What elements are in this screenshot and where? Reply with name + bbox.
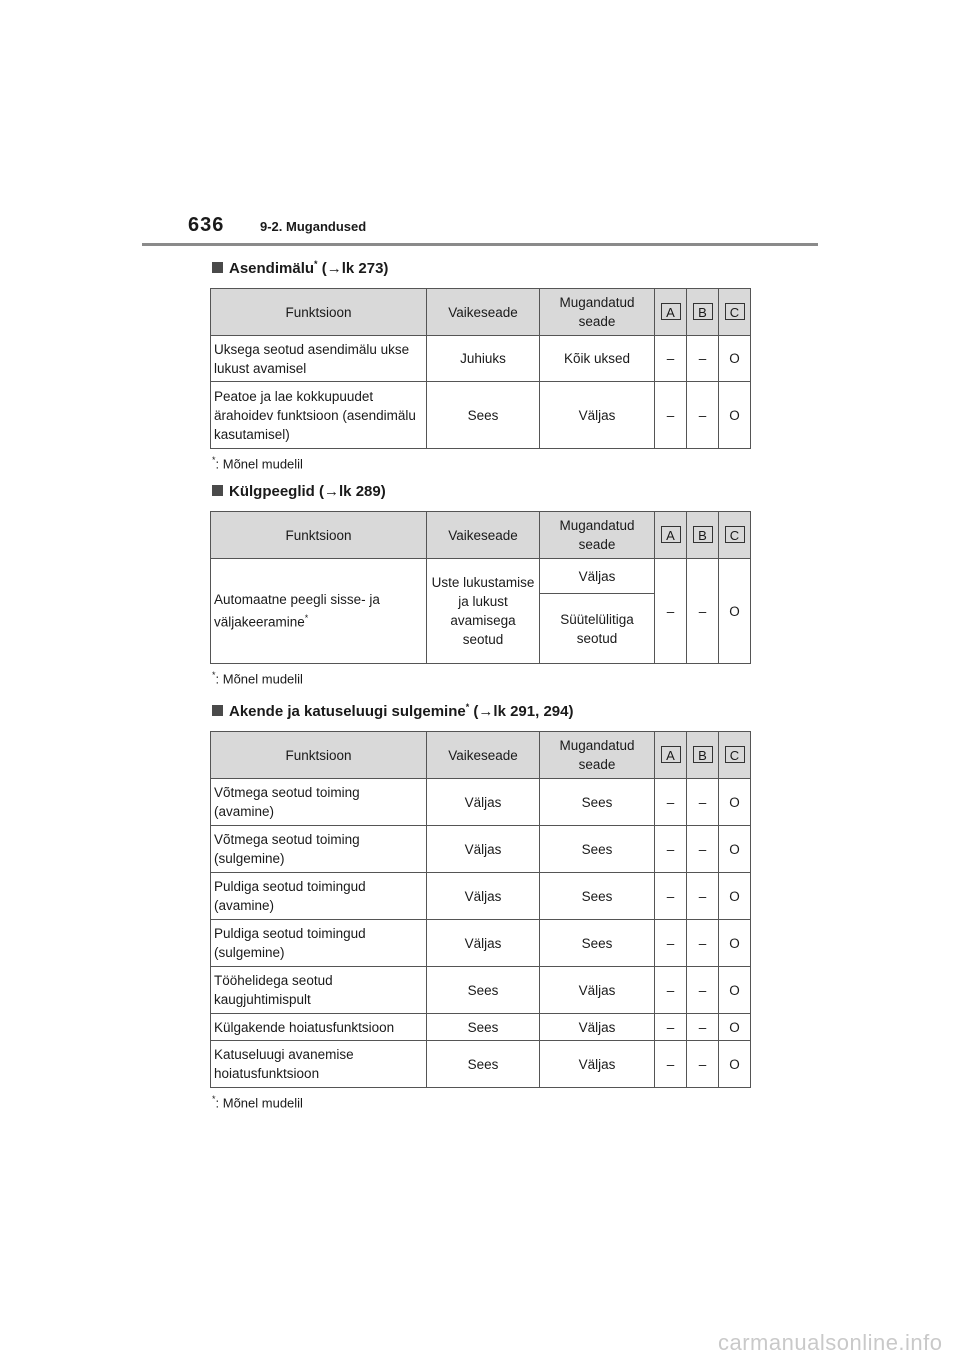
cell-c: O: [719, 779, 751, 826]
cell-func: Võtmega seotud toiming (sulgemine): [211, 826, 427, 873]
watermark-logo: carmanualsonline.info: [718, 1330, 943, 1355]
cell-default: Sees: [427, 382, 540, 449]
akende-table: [210, 731, 751, 1088]
cell-custom: Väljas: [540, 1014, 655, 1041]
cell-a: –: [655, 1014, 687, 1041]
table-row: [211, 559, 751, 594]
cell-c: O: [719, 559, 751, 664]
cell-a: –: [655, 382, 687, 449]
table-header-row: [211, 732, 751, 779]
cell-custom-option-2: Süütelülitiga seotud: [540, 594, 655, 664]
cell-c: O: [719, 1014, 751, 1041]
column-header-custom: Mugandatud seade: [540, 732, 655, 779]
kulgpeeglid-table: [210, 511, 751, 664]
table-row: [211, 779, 751, 826]
cell-b: –: [687, 779, 719, 826]
column-header-b: B: [687, 732, 719, 779]
column-header-b: B: [687, 289, 719, 336]
footnote: *: Mõnel mudelil: [212, 455, 303, 472]
cell-func: Peatoe ja lae kokkupuudet ärahoidev funktsioon (asendimälu kasutamisel): [211, 382, 427, 449]
cell-default: Väljas: [427, 873, 540, 920]
table-row: [211, 1041, 751, 1088]
cell-func: Puldiga seotud toimingud (avamine): [211, 873, 427, 920]
asendimalu-table: [210, 288, 751, 449]
cell-custom: Sees: [540, 920, 655, 967]
section-title-asendimalu: Asendimälu* (→lk 273): [212, 259, 388, 277]
cell-custom: Sees: [540, 826, 655, 873]
cell-b: –: [687, 382, 719, 449]
table-row: [211, 826, 751, 873]
cell-c: O: [719, 826, 751, 873]
cell-default: Sees: [427, 967, 540, 1014]
section-page-ref: (→lk 291, 294): [473, 703, 574, 720]
cell-custom: Väljas: [540, 382, 655, 449]
page-number: 636: [188, 214, 225, 236]
cell-default: Sees: [427, 1014, 540, 1041]
section-title-akende: Akende ja katuseluugi sulgemine* (→lk 291, 294): [212, 702, 573, 720]
cell-b: –: [687, 920, 719, 967]
cell-func: Automaatne peegli sisse- ja väljakeeramine*: [211, 559, 427, 664]
column-header-custom: Mugandatud seade: [540, 289, 655, 336]
cell-default: Sees: [427, 1041, 540, 1088]
column-header-default: Vaikeseade: [427, 512, 540, 559]
cell-a: –: [655, 920, 687, 967]
section-title-text: Akende ja katuseluugi sulgemine: [229, 703, 466, 720]
cell-default: Väljas: [427, 920, 540, 967]
cell-default: Uste lukustamise ja lukust avamisega seotud: [427, 559, 540, 664]
cell-c: O: [719, 336, 751, 382]
cell-func: Võtmega seotud toiming (avamine): [211, 779, 427, 826]
cell-a: –: [655, 559, 687, 664]
table-row: [211, 967, 751, 1014]
cell-func: Külgakende hoiatusfunktsioon: [211, 1014, 427, 1041]
bullet-square-icon: [212, 485, 223, 496]
table-row: [211, 873, 751, 920]
cell-func: Katuseluugi avanemise hoiatusfunktsioon: [211, 1041, 427, 1088]
cell-b: –: [687, 336, 719, 382]
cell-custom: Kõik uksed: [540, 336, 655, 382]
footnote: *: Mõnel mudelil: [212, 1094, 303, 1111]
cell-func: Tööhelidega seotud kaugjuhtimispult: [211, 967, 427, 1014]
column-header-func: Funktsioon: [211, 512, 427, 559]
cell-custom: Sees: [540, 779, 655, 826]
column-header-func: Funktsioon: [211, 732, 427, 779]
cell-a: –: [655, 873, 687, 920]
column-header-c: C: [719, 289, 751, 336]
cell-a: –: [655, 967, 687, 1014]
cell-custom: Väljas: [540, 1041, 655, 1088]
column-header-a: A: [655, 512, 687, 559]
cell-custom: Sees: [540, 873, 655, 920]
cell-c: O: [719, 873, 751, 920]
cell-c: O: [719, 1041, 751, 1088]
cell-default: Väljas: [427, 826, 540, 873]
chapter-title: 9-2. Mugandused: [260, 219, 367, 234]
cell-a: –: [655, 826, 687, 873]
bullet-square-icon: [212, 262, 223, 273]
cell-func: Uksega seotud asendimälu ukse lukust avamisel: [211, 336, 427, 382]
cell-c: O: [719, 967, 751, 1014]
table-row: [211, 920, 751, 967]
section-title-text: Asendimälu: [229, 260, 315, 277]
table-row: [211, 382, 751, 449]
cell-custom-option-1: Väljas: [540, 559, 655, 594]
cell-a: –: [655, 336, 687, 382]
cell-default: Väljas: [427, 779, 540, 826]
cell-b: –: [687, 826, 719, 873]
cell-custom: Väljas: [540, 967, 655, 1014]
section-page-ref: (→lk 289): [319, 483, 386, 500]
footnote: *: Mõnel mudelil: [212, 670, 303, 687]
column-header-c: C: [719, 732, 751, 779]
column-header-a: A: [655, 289, 687, 336]
column-header-b: B: [687, 512, 719, 559]
cell-b: –: [687, 873, 719, 920]
cell-b: –: [687, 1041, 719, 1088]
cell-a: –: [655, 779, 687, 826]
cell-b: –: [687, 559, 719, 664]
cell-c: O: [719, 920, 751, 967]
column-header-a: A: [655, 732, 687, 779]
table-header-row: [211, 289, 751, 336]
bullet-square-icon: [212, 705, 223, 716]
table-header-row: [211, 512, 751, 559]
cell-a: –: [655, 1041, 687, 1088]
column-header-default: Vaikeseade: [427, 289, 540, 336]
cell-b: –: [687, 1014, 719, 1041]
table-row: [211, 336, 751, 382]
section-page-ref: (→lk 273): [321, 260, 389, 277]
column-header-c: C: [719, 512, 751, 559]
cell-func: Puldiga seotud toimingud (sulgemine): [211, 920, 427, 967]
column-header-default: Vaikeseade: [427, 732, 540, 779]
cell-b: –: [687, 967, 719, 1014]
column-header-func: Funktsioon: [211, 289, 427, 336]
cell-c: O: [719, 382, 751, 449]
table-row: [211, 1014, 751, 1041]
section-title-kulgpeeglid: [212, 483, 386, 500]
column-header-custom: Mugandatud seade: [540, 512, 655, 559]
cell-default: Juhiuks: [427, 336, 540, 382]
section-title-text: Külgpeeglid: [229, 483, 315, 500]
header-divider: [142, 243, 818, 246]
